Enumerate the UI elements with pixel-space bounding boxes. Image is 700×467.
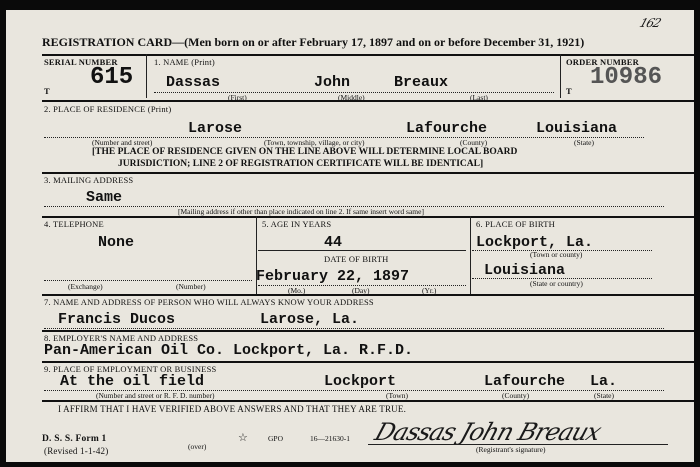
registrant-signature: Dassas John Breaux: [371, 418, 605, 446]
residence-state-caption: (State): [574, 138, 594, 147]
order-number-value: 10986: [590, 64, 663, 91]
employment-place: At the oil field: [60, 373, 205, 390]
employment-town-caption: (Town): [386, 391, 408, 400]
birthplace-label: 6. PLACE OF BIRTH: [476, 219, 555, 229]
mailing-address-value: Same: [86, 189, 123, 206]
order-prefix: T: [566, 86, 572, 96]
contact-label: 7. NAME AND ADDRESS OF PERSON WHO WILL ALWAYS KNOW YOUR ADDRESS: [44, 297, 374, 307]
age-value: 44: [324, 234, 343, 251]
dob-label: DATE OF BIRTH: [324, 254, 389, 264]
signature-caption: (Registrant's signature): [476, 445, 546, 454]
telephone-number-caption: (Number): [176, 282, 206, 291]
employment-county-caption: (County): [502, 391, 530, 400]
serial-number-label: SERIAL NUMBER: [44, 57, 118, 67]
header-rule: [42, 54, 694, 56]
contact-address: Larose, La.: [260, 311, 360, 328]
birthplace-town-caption: (Town or county): [530, 250, 583, 259]
affirmation-text: I AFFIRM THAT I HAVE VERIFIED ABOVE ANSWERS AND THAT THEY ARE TRUE.: [58, 404, 407, 414]
name-first-caption: (First): [228, 93, 247, 102]
residence-town: Larose: [188, 120, 243, 137]
employment-label: 9. PLACE OF EMPLOYMENT OR BUSINESS: [44, 364, 217, 374]
employment-state: La.: [590, 373, 618, 390]
telephone-value: None: [98, 234, 135, 251]
name-first: Dassas: [166, 74, 221, 91]
age-label: 5. AGE IN YEARS: [262, 219, 332, 229]
dob-year-caption: (Yr.): [422, 286, 437, 295]
name-middle-caption: (Middle): [338, 93, 365, 102]
dob-day-caption: (Day): [352, 286, 370, 295]
residence-town-caption: (Town, township, village, or city): [264, 138, 365, 147]
form-revised: (Revised 1-1-42): [44, 446, 109, 456]
corner-note: 162: [637, 16, 663, 30]
serial-prefix: T: [44, 86, 50, 96]
telephone-exchange-caption: (Exchange): [68, 282, 103, 291]
dob-value: February 22, 1897: [256, 268, 410, 285]
mailing-address-caption: [Mailing address if other than place indicated on line 2. If same insert word same]: [178, 207, 424, 216]
employer-label: 8. EMPLOYER'S NAME AND ADDRESS: [44, 333, 199, 343]
over-note: (over): [188, 442, 207, 451]
gpo-mark: GPO: [268, 434, 284, 443]
print-code: 16—21630-1: [310, 434, 350, 443]
birthplace-state-caption: (State or country): [530, 279, 583, 288]
order-number-label: ORDER NUMBER: [566, 57, 639, 67]
employment-town: Lockport: [324, 373, 397, 390]
residence-state: Louisiana: [536, 120, 618, 137]
telephone-label: 4. TELEPHONE: [44, 219, 104, 229]
residence-notice-line1: [THE PLACE OF RESIDENCE GIVEN ON THE LINE ABOVE WILL DETERMINE LOCAL BOARD: [92, 147, 518, 157]
name-last-caption: (Last): [470, 93, 488, 102]
residence-notice-line2: JURISDICTION; LINE 2 OF REGISTRATION CERTIFICATE WILL BE IDENTICAL]: [118, 159, 484, 169]
contact-name: Francis Ducos: [58, 311, 176, 328]
residence-street-caption: (Number and street): [92, 138, 153, 147]
employment-state-caption: (State): [594, 391, 614, 400]
form-number: D. S. S. Form 1: [42, 434, 107, 444]
residence-label: 2. PLACE OF RESIDENCE (Print): [44, 104, 172, 114]
name-middle: John: [314, 74, 351, 91]
dob-month-caption: (Mo.): [288, 286, 306, 295]
residence-county-caption: (County): [460, 138, 488, 147]
card-title: REGISTRATION CARD—(Men born on or after February 17, 1897 and on or before December 31, 1921): [42, 35, 585, 49]
serial-number-value: 615: [90, 64, 134, 91]
employment-street-caption: (Number and street or R. F. D. number): [96, 391, 215, 400]
name-label: 1. NAME (Print): [154, 57, 215, 67]
star-icon: ☆: [238, 432, 248, 444]
employer-value: Pan-American Oil Co. Lockport, La. R.F.D.: [44, 342, 414, 359]
registration-card: [6, 10, 694, 462]
birthplace-town: Lockport, La.: [476, 234, 594, 251]
mailing-address-label: 3. MAILING ADDRESS: [44, 175, 134, 185]
name-last: Breaux: [394, 74, 449, 91]
employment-county: Lafourche: [484, 373, 566, 390]
birthplace-state: Louisiana: [484, 262, 566, 279]
residence-county: Lafourche: [406, 120, 488, 137]
